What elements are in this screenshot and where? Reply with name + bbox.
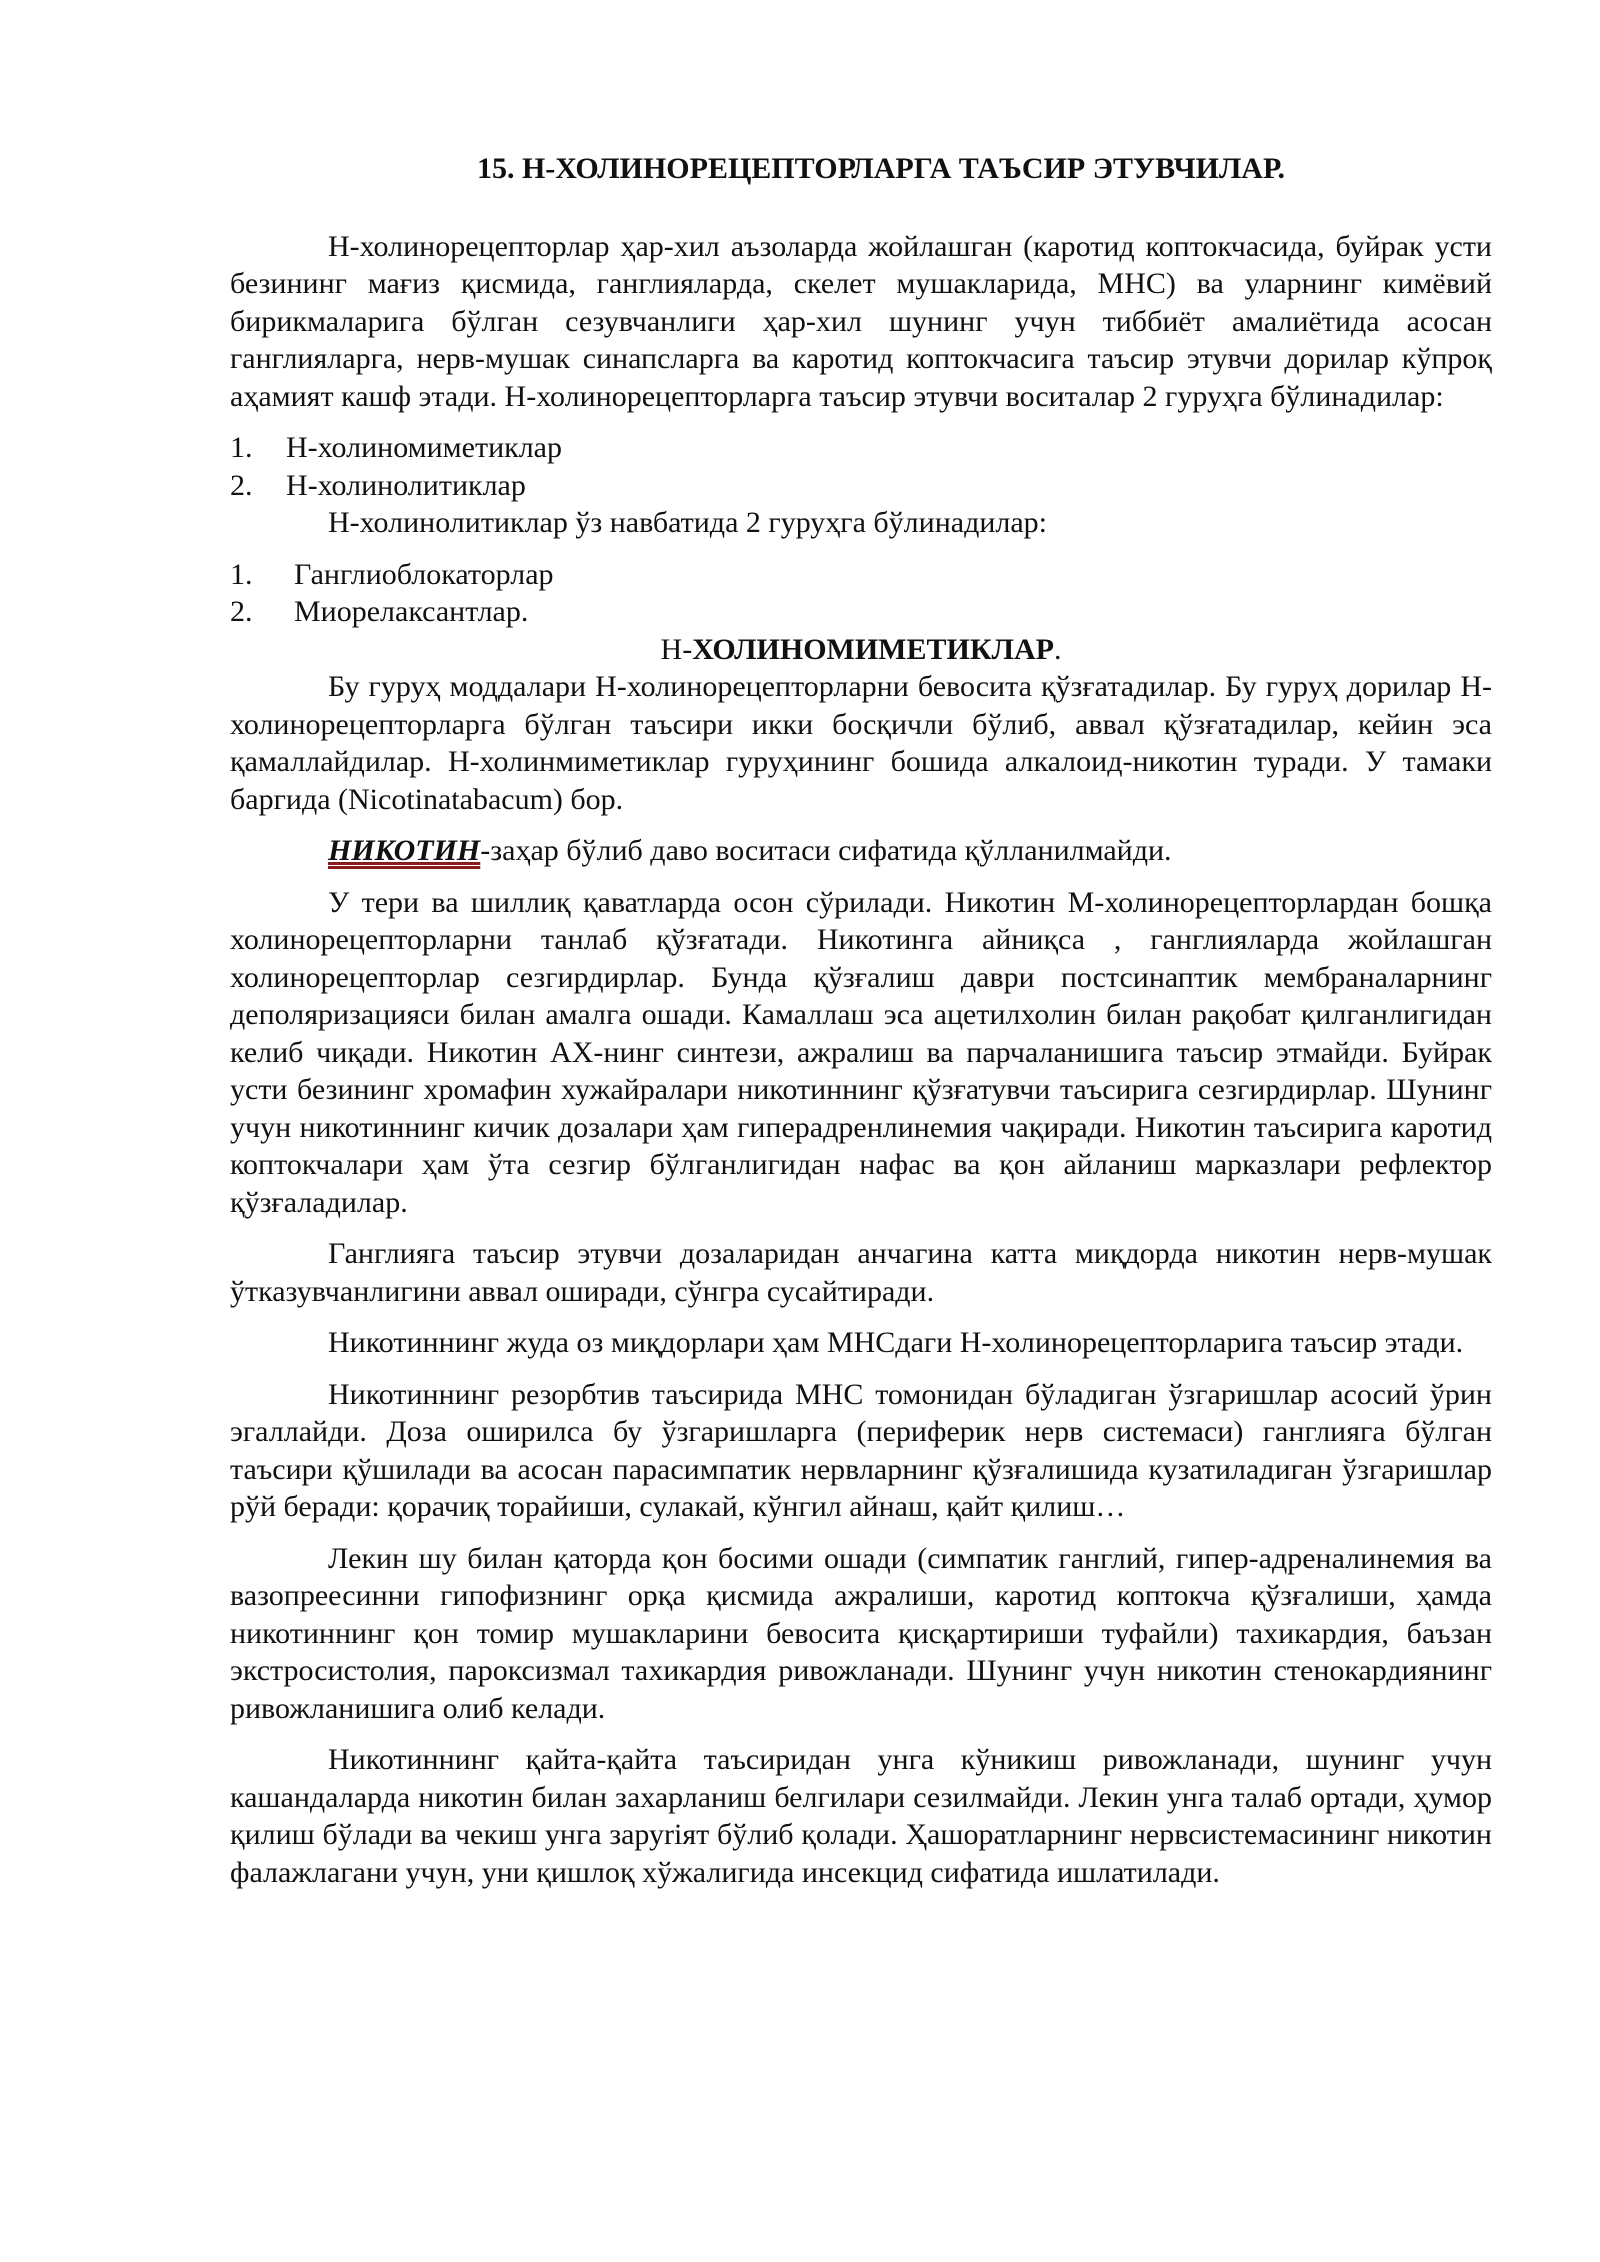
list-item-text: Н-холинолитиклар [286,468,526,502]
section-heading-bold: ХОЛИНОМИМЕТИКЛАР [692,632,1054,666]
document-title: 15. Н-ХОЛИНОРЕЦЕПТОРЛАРГА ТАЪСИР ЭТУВЧИЛАР. [476,152,1286,185]
list-item [230,556,1492,594]
list-number: 2. [230,468,253,502]
resorptive-paragraph: Никотиннинг резорбтив таъсирида МНС томонидан бўладиган ўзгаришлар асосий ўрин эгаллайди. Доза оширилса бу ўзгаришларга (периферик нерв системаси) ганглияга бўлган таъсири қўшилади ва асосан парасимпатик нервларнинг қўзғалишида кузатиладиган ўзгаришлар рўй беради: қорачиқ торайиши, сулакай, кўнгил айнаш, қайт қилиш… [230,1377,1492,1523]
list-number: 2. [230,595,253,628]
blood-pressure-paragraph: Лекин шу билан қаторда қон босими ошади (симпатик ганглий, гипер-адреналинемия ва вазопреесинни гипофизнинг орқа қисмида ажралиши, каротид коптокча қўзғалиши, ҳамда никотиннинг қон томир мушакларини бевосита қисқартириши туфайли) тахикардия, баъзан экстросистолия, пароксизмал тахикардия ривожланади. Шунинг учун никотин стенокардиянинг ривожланишига олиб келади. [230,1541,1492,1725]
nicotine-definition [230,832,1492,870]
list-item [230,593,1492,631]
intro-paragraph: Н-холинорецепторлар ҳар-хил аъзоларда жойлашган (каротид коптокчасида, буйрак усти безининг мағиз қисмида, ганглияларда, скелет мушакларида, МНС) ва уларнинг кимёвий бирикмаларига бўлган сезувчанлиги ҳар-хил шунинг учун тиббиёт амалиётида асосан ганглияларга, нерв-мушак синапсларга ва каротид коптокчасига таъсир этувчи дорилар кўпроқ аҳамият кашф этади. Н-холинорецепторларга таъсир этувчи воситалар 2 гуруҳга бўлинадилар: [230,229,1492,413]
list-item [230,429,1492,467]
document-page [230,150,1492,1891]
cns-paragraph: Никотиннинг жуда оз миқдорлари ҳам МНСдаги Н-холинорецепторларига таъсир этади. [328,1326,1464,1359]
list-note: Н-холинолитиклар ўз навбатида 2 гуруҳга бўлинадилар: [328,506,1048,539]
list-item-text: Ганглиоблокаторлар [294,557,554,591]
tolerance-paragraph: Никотиннинг қайта-қайта таъсиридан унга кўникиш ривожланади, шунинг учун кашандаларда никотин билан захарланиш белгилари сезилмайди. Лекин унга талаб ортади, ҳумор қилиш бўлади ва чекиш унга заруriят бўлиб қолади. Ҳашоратларнинг нервсистемасининг никотин фалажлагани учун, уни қишлоқ хўжалигида инсекцид сифатида ишлатилади. [230,1743,1492,1889]
list-number: 1. [230,557,253,591]
list-number: 1. [230,431,253,464]
list-item-text: Н-холиномиметиклар [286,431,562,464]
group-paragraph: Бу гуруҳ моддалари Н-холинорецепторларни бевосита қўзғатадилар. Бу гуруҳ дорилар Н-холинорецепторларга бўлган таъсири икки босқичли бўлиб, аввал қўзғатадилар, кейин эса қамаллайдилар. Н-холинмиметиклар гуруҳининг бошида алкалоид-никотин туради. У тамаки баргида (Nicotinatabacum) бор. [230,670,1492,816]
list-item [230,467,1492,505]
absorption-paragraph: У тери ва шиллиқ қаватларда осон сўрилади. Никотин М-холинорецепторлардан бошқа холинорецепторларни танлаб қўзғатади. Никотинга айниқса , ганглияларда жойлашган холинорецепторлар сезгирдирлар. Бунда қўзғалиш даври постсинаптик мембраналарнинг деполяризацияси билан амалга ошади. Камаллаш эса ацетилхолин билан рақобат қилганлигидан келиб чиқади. Никотин АХ-нинг синтези, ажралиш ва парчаланишига таъсир этмайди. Буйрак усти безининг хромафин хужайралари никотиннинг қўзғатувчи таъсирига сезгирдирлар. Шунинг учун никотиннинг кичик дозалари ҳам гиперадренлинемия чақиради. Никотин таъсирига каротид коптокчалари ҳам ўта сезгир бўлганлигидан нафас ва қон айланиш марказлари рефлектор қўзғаладилар. [230,885,1492,1219]
neuromuscular-paragraph: Ганглияга таъсир этувчи дозаларидан анчагина катта миқдорда никотин нерв-мушак ўтказувчанлигини аввал оширади, сўнгра сусайтиради. [230,1237,1492,1308]
section-heading-prefix: Н- [660,632,693,666]
nicotine-term: НИКОТИН [328,834,481,867]
section-heading-suffix: . [1053,632,1062,666]
subclassification-list [230,556,1492,631]
nicotine-definition-text: -заҳар бўлиб даво воситаси сифатида қўлланилмайди. [480,834,1172,867]
list-item-text: Миорелаксантлар. [294,595,529,628]
classification-list [230,429,1492,504]
section-heading [230,631,1492,669]
